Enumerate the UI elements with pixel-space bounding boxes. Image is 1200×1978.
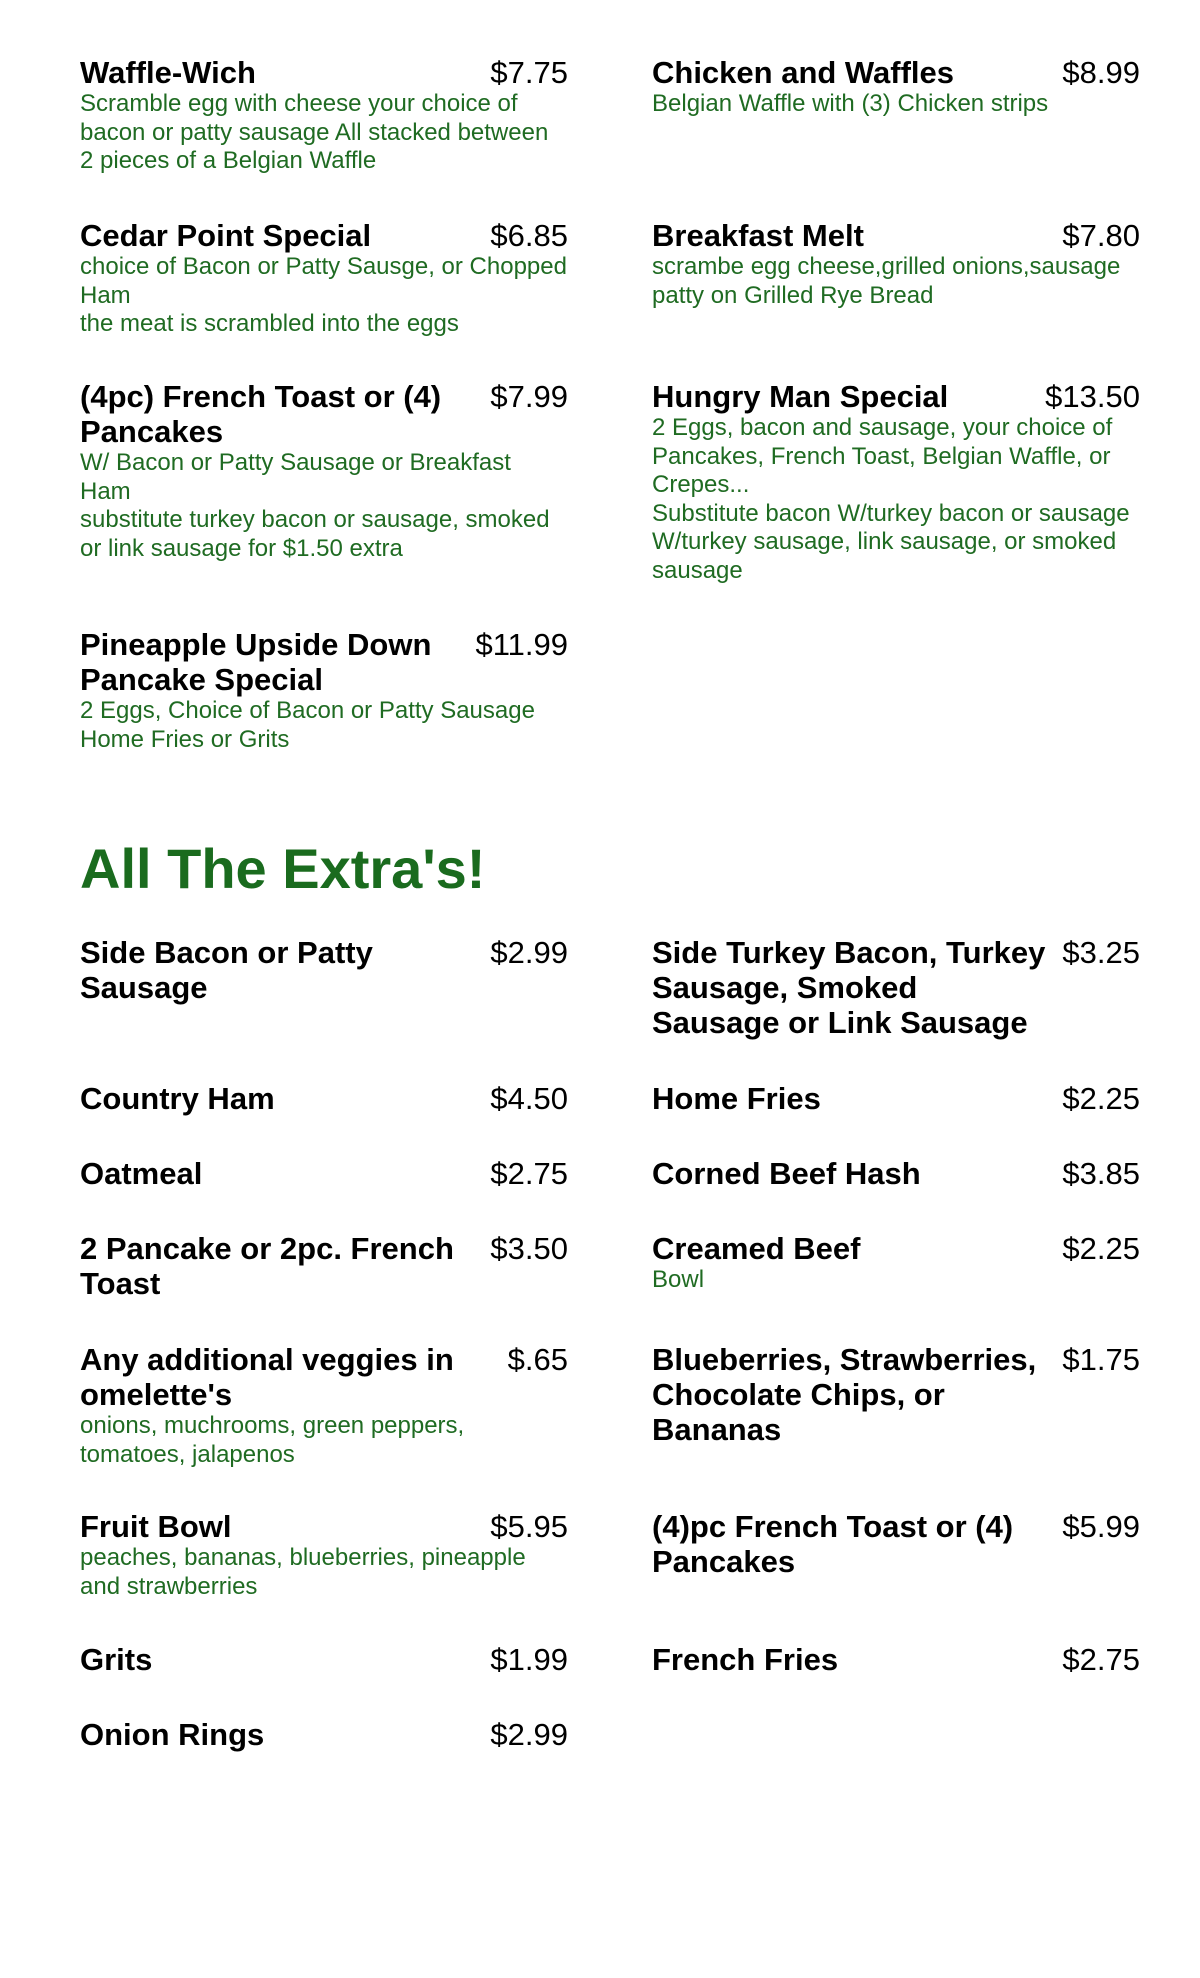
menu-page	[80, 55, 1140, 1792]
menu-item-note: Home Fries or Grits	[80, 725, 290, 753]
menu-item-fruit-bowl	[80, 1509, 568, 1642]
menu-item-price: $3.85	[1062, 1156, 1140, 1191]
menu-item-name: Pineapple Upside Down Pancake Special	[80, 627, 432, 697]
menu-item-berries-chips-bananas	[652, 1342, 1140, 1509]
menu-item-description: 2 Eggs, Choice of Bacon or Patty Sausage	[80, 697, 535, 724]
menu-item-cedar-point-special	[80, 218, 568, 379]
menu-item-hungry-man-special	[652, 379, 1140, 627]
menu-item-home-fries	[652, 1081, 1140, 1156]
menu-item-corned-beef-hash	[652, 1156, 1140, 1231]
menu-item-name: Creamed Beef	[652, 1231, 861, 1266]
menu-item-price: $3.50	[490, 1231, 568, 1266]
menu-item-name: Hungry Man Special	[652, 379, 949, 414]
menu-item-price: $8.99	[1062, 55, 1140, 90]
menu-item-pineapple-upside-down-pancake-special	[80, 627, 568, 767]
menu-item-note: Substitute bacon W/turkey bacon or sausage W/turkey sausage, link sausage, or smoked sausage	[652, 499, 1130, 584]
breakfast-specials-grid	[80, 55, 1140, 767]
menu-item-price: $2.75	[490, 1156, 568, 1191]
menu-item-price: $1.75	[1062, 1342, 1140, 1377]
menu-item-price: $6.85	[490, 218, 568, 253]
menu-item-price: $5.99	[1062, 1509, 1140, 1544]
menu-item-price: $1.99	[490, 1642, 568, 1677]
menu-item-price: $2.99	[490, 1717, 568, 1752]
menu-item-price: $3.25	[1062, 935, 1140, 970]
menu-item-name: Side Turkey Bacon, Turkey Sausage, Smoked Sausage or Link Sausage	[652, 935, 1046, 1040]
menu-item-name: Blueberries, Strawberries, Chocolate Chips, or Bananas	[652, 1342, 1037, 1447]
menu-item-name: Any additional veggies in omelette's	[80, 1342, 454, 1412]
menu-item-price: $2.75	[1062, 1642, 1140, 1677]
menu-item-onion-rings	[80, 1717, 568, 1792]
menu-item-description: onions, muchrooms, green peppers, tomatoes, jalapenos	[80, 1412, 465, 1468]
menu-item-side-bacon	[80, 935, 568, 1081]
menu-item-breakfast-melt	[652, 218, 1140, 379]
menu-item-price: $7.80	[1062, 218, 1140, 253]
menu-item-price: $5.95	[490, 1509, 568, 1544]
menu-item-price: $7.99	[490, 379, 568, 414]
menu-item-name: (4)pc French Toast or (4) Pancakes	[652, 1509, 1014, 1579]
menu-item-name: Corned Beef Hash	[652, 1156, 921, 1191]
menu-item-description: Bowl	[652, 1266, 705, 1293]
menu-item-french-toast-or-pancakes	[80, 379, 568, 627]
menu-item-price: $2.25	[1062, 1231, 1140, 1266]
menu-item-price: $.65	[507, 1342, 568, 1377]
menu-item-name: Chicken and Waffles	[652, 55, 955, 90]
menu-item-name: Breakfast Melt	[652, 218, 864, 253]
menu-item-4pc-french-toast-or-pancakes	[652, 1509, 1140, 1642]
menu-item-name: Home Fries	[652, 1081, 821, 1116]
menu-item-additional-veggies	[80, 1342, 568, 1509]
menu-item-creamed-beef	[652, 1231, 1140, 1342]
extras-grid	[80, 935, 1140, 1792]
menu-item-price: $7.75	[490, 55, 568, 90]
menu-item-french-fries	[652, 1642, 1140, 1717]
menu-item-note: the meat is scrambled into the eggs	[80, 310, 459, 337]
menu-item-name: (4pc) French Toast or (4) Pancakes	[80, 379, 442, 449]
menu-item-country-ham	[80, 1081, 568, 1156]
menu-item-chicken-and-waffles	[652, 55, 1140, 218]
menu-item-description: 2 Eggs, bacon and sausage, your choice of Pancakes, French Toast, Belgian Waffle, or Crepes...	[652, 414, 1113, 498]
menu-item-name: Fruit Bowl	[80, 1509, 232, 1544]
menu-item-name: 2 Pancake or 2pc. French Toast	[80, 1231, 454, 1301]
empty-cell	[652, 627, 1140, 767]
menu-item-name: Country Ham	[80, 1081, 275, 1116]
menu-item-price: $11.99	[475, 627, 568, 662]
menu-item-name: French Fries	[652, 1642, 839, 1677]
menu-item-grits	[80, 1642, 568, 1717]
menu-item-description: Scramble egg with cheese your choice of bacon or patty sausage All stacked between 2 pieces of a Belgian Waffle	[80, 90, 549, 174]
menu-item-waffle-wich	[80, 55, 568, 218]
menu-item-description: W/ Bacon or Patty Sausage or Breakfast Ham	[80, 449, 511, 505]
menu-item-description: choice of Bacon or Patty Sausge, or Chopped Ham	[80, 253, 567, 309]
menu-item-name: Side Bacon or Patty Sausage	[80, 935, 373, 1005]
empty-cell	[652, 1717, 1140, 1792]
menu-item-side-turkey-bacon	[652, 935, 1140, 1081]
menu-item-name: Waffle-Wich	[80, 55, 256, 90]
menu-item-2-pancake-or-french-toast	[80, 1231, 568, 1342]
menu-item-name: Cedar Point Special	[80, 218, 372, 253]
menu-item-description: Belgian Waffle with (3) Chicken strips	[652, 90, 1049, 117]
menu-item-price: $4.50	[490, 1081, 568, 1116]
menu-item-description: scrambe egg cheese,grilled onions,sausage patty on Grilled Rye Bread	[652, 253, 1121, 309]
menu-item-price: $2.25	[1062, 1081, 1140, 1116]
menu-item-note: substitute turkey bacon or sausage, smoked or link sausage for $1.50 extra	[80, 506, 550, 562]
menu-item-description: peaches, bananas, blueberries, pineapple and strawberries	[80, 1544, 526, 1600]
menu-item-name: Oatmeal	[80, 1156, 203, 1191]
menu-item-oatmeal	[80, 1156, 568, 1231]
menu-item-price: $2.99	[490, 935, 568, 970]
menu-item-name: Grits	[80, 1642, 153, 1677]
menu-item-name: Onion Rings	[80, 1717, 265, 1752]
section-title-extras: All The Extra's!	[80, 837, 486, 900]
menu-item-price: $13.50	[1045, 379, 1140, 414]
